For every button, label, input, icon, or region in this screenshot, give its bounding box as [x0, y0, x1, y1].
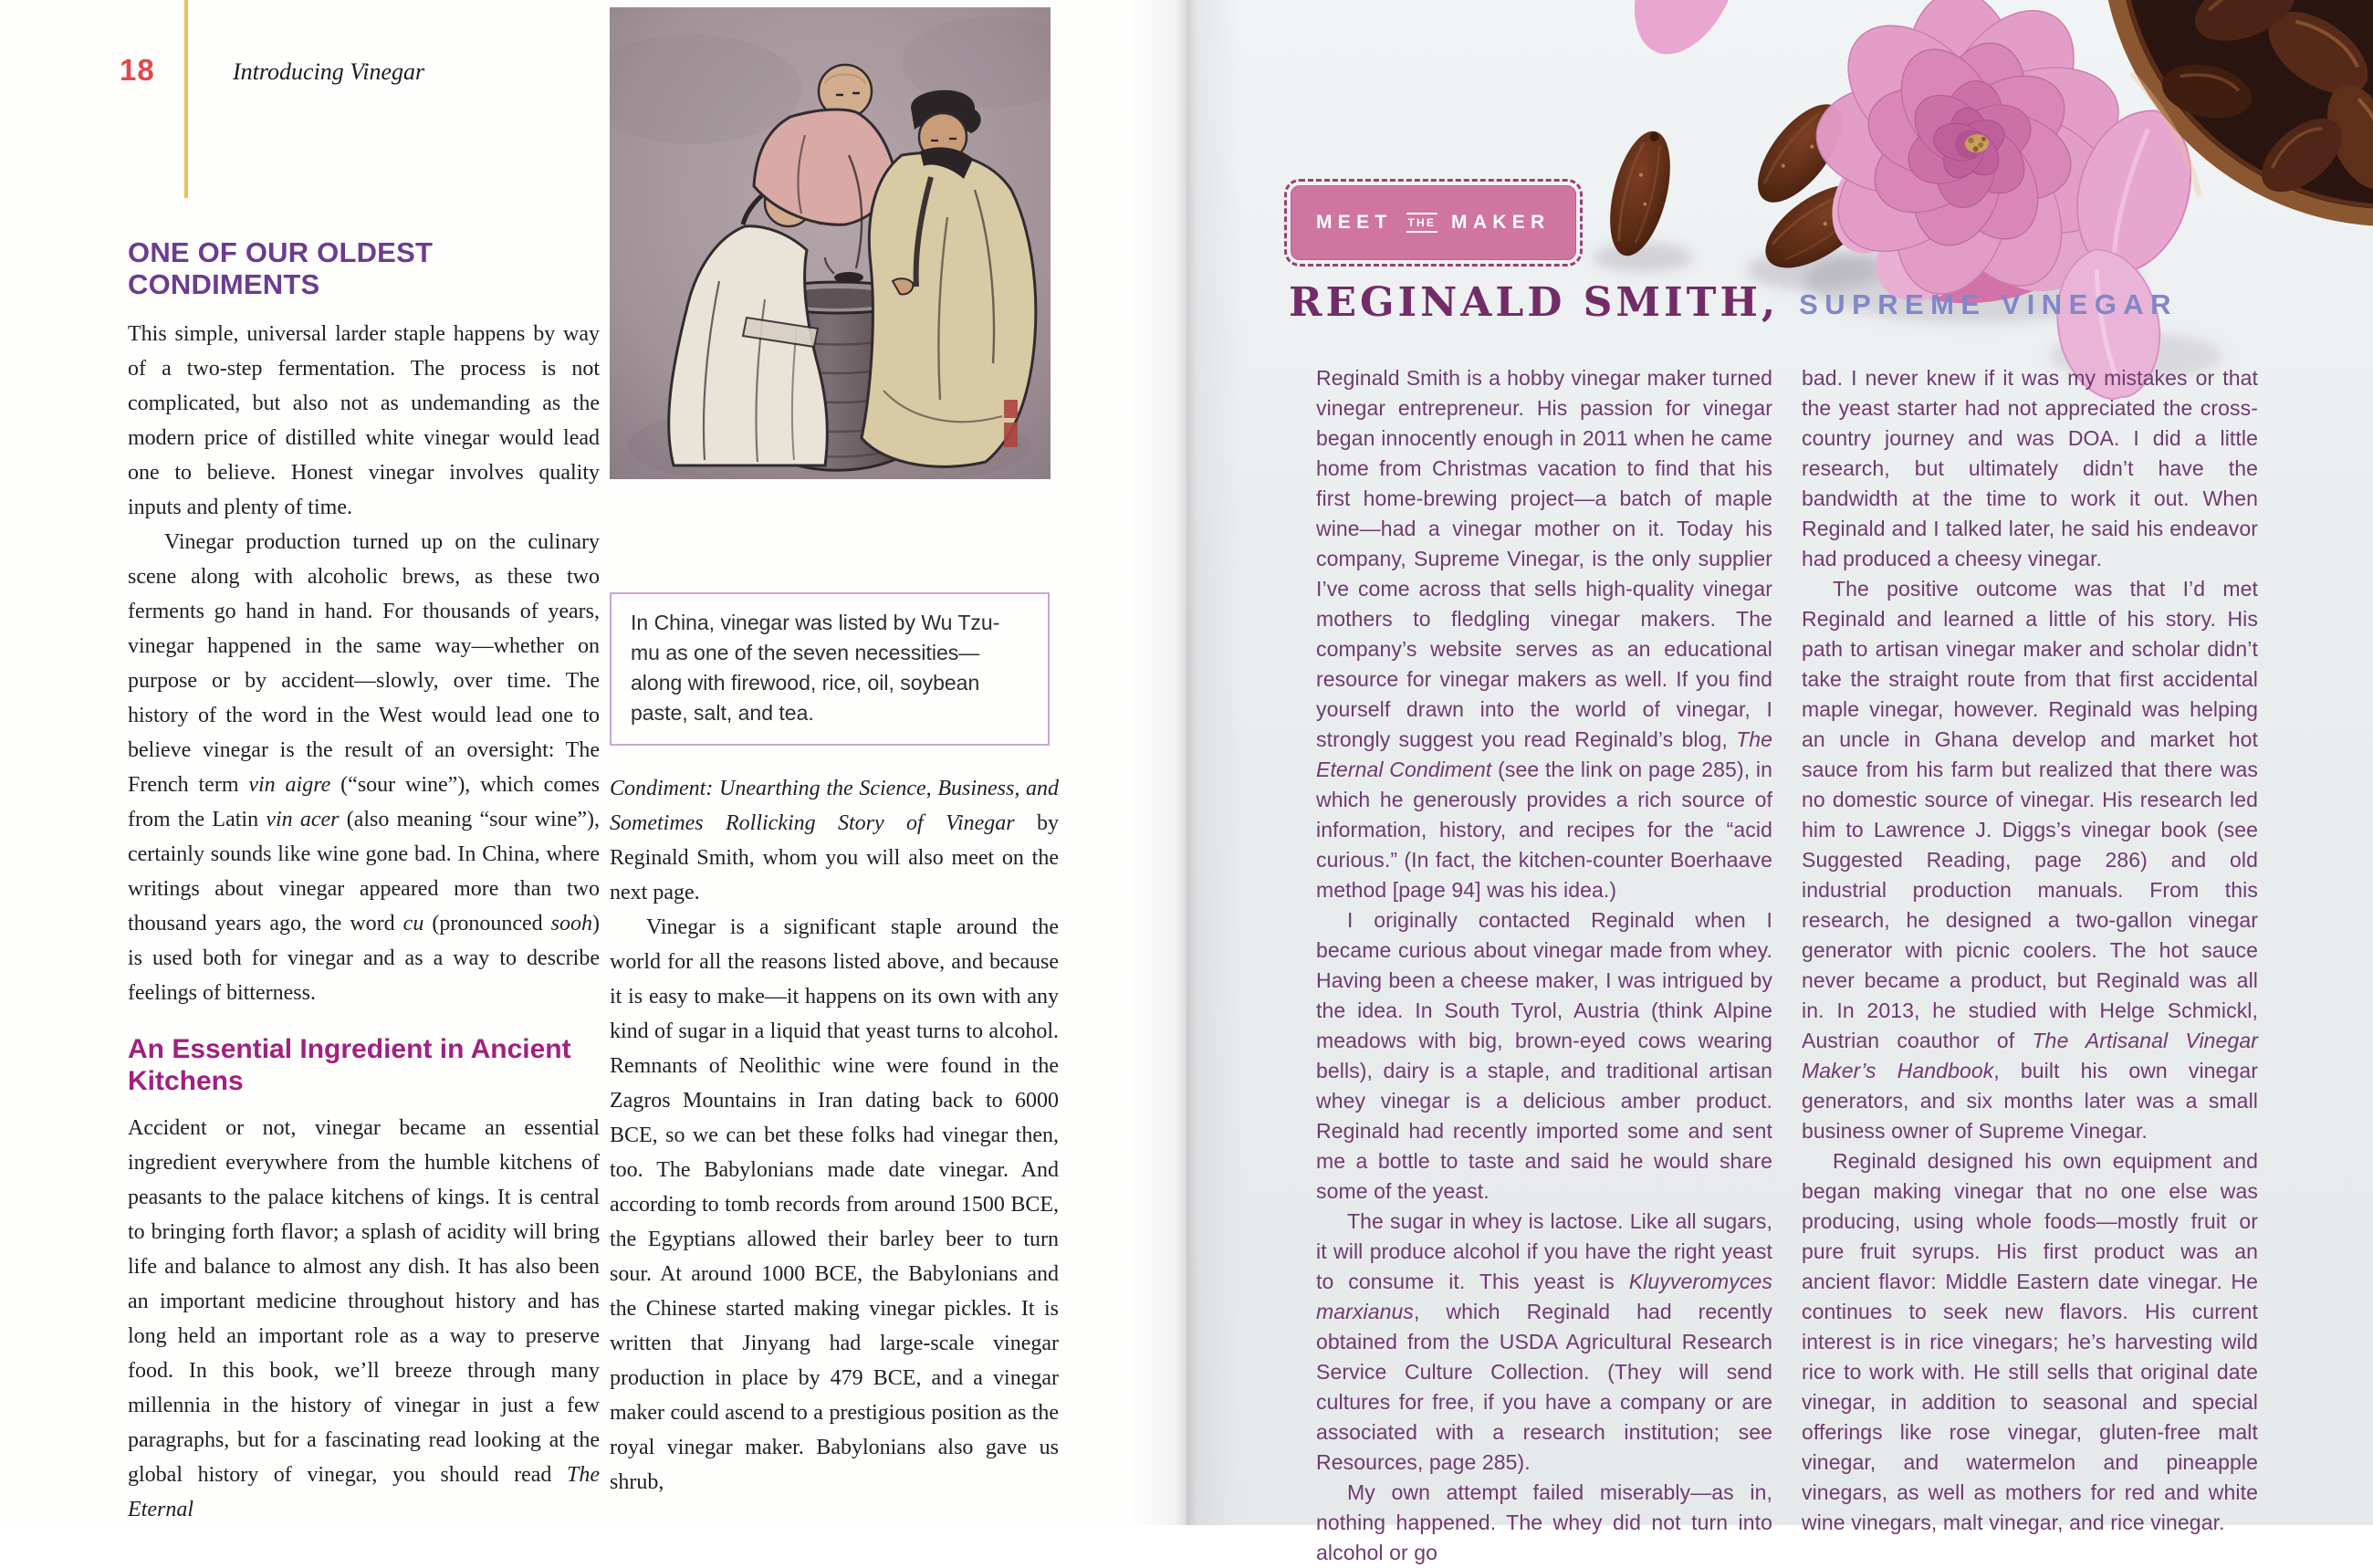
maker-company: SUPREME VINEGAR	[1799, 288, 2178, 320]
page-number: 18	[120, 53, 155, 87]
body-paragraph: The positive outcome was that I’d met Reginald and learned a little of his story. His path to artisan vinegar maker and scholar didn’t take the straight route from that first accidental maple vinegar, however. Reginald was helping an uncle in Ghana develop and market hot sauce from his farm but realized that there was no domestic source of vinegar. His research led him to Lawrence J. Diggs’s vinegar book (see Suggested Reading, page 286) and old industrial production manuals. From this research, he designed a two-gallon vinegar generator with picnic coolers. The hot sauce never became a product, but Reginald was all in. In 2013, he studied with Helge Schmickl, Austrian coauthor of The Artisanal Vinegar Maker’s Handbook, built his own vinegar generators, and six months later was a small business owner of Supreme Vinegar.	[1802, 577, 2258, 1143]
badge-word: MEET	[1316, 212, 1393, 233]
caption-box	[610, 592, 1050, 746]
section-heading: ONE OF OUR OLDEST CONDIMENTS	[128, 236, 434, 300]
badge-word: MAKER	[1451, 212, 1551, 233]
body-paragraph: Reginald designed his own equipment and began making vinegar that no one else was producing, using whole foods—mostly fruit or pure fruit syrups. His first product was an ancient flavor: Middle Eastern date vinegar. He continues to seek new flavors. His current interest is in rice vinegars; he’s harvesting wild rice to work with. He still sells that original date vinegar, in addition to seasonal and special offerings like rose vinegar, gluten-free malt vinegar, and watermelon and pineapple vinegars, as well as mothers for red and white wine vinegars, malt vinegar, and rice vinegar.	[1802, 1149, 2258, 1534]
body-paragraph: Vinegar production turned up on the culinary scene along with alcoholic brews, as these two ferments go hand in hand. For thousands of years, vinegar happened in the same way—whether on purpose or by accident—slowly, over time. The history of the word in the West would lead one to believe vinegar is the result of an oversight: The French term vin aigre (“sour wine”), which comes from the Latin vin acer (also meaning “sour wine”), certainly sounds like wine gone bad. In China, where writings about vinegar appeared more than two thousand years ago, the word cu (pronounced sooh) is used both for vinegar and as a way to describe feelings of bitterness.	[128, 530, 601, 1006]
left-column	[128, 237, 600, 1527]
right-page-column-1	[1316, 363, 1772, 1568]
running-head: Introducing Vinegar	[233, 58, 425, 85]
badge-word-the: THE	[1406, 213, 1437, 233]
body-paragraph: I originally contacted Reginald when I became curious about vinegar made from whey. Having been a cheese maker, I was intrigued by the idea. In South Tyrol, Austria (think Alpine meadows with big, brown-eyed cows wearing bells), dairy is a staple, and traditional artisan whey vinegar is a delicious amber product. Reginald had recently imported some and sent me a bottle to taste and said he would share some of the yeast.	[1316, 908, 1772, 1203]
maker-name: REGINALD SMITH,	[1289, 279, 1780, 326]
middle-column	[610, 7, 1059, 1500]
body-paragraph: bad. I never knew if it was my mistakes or that the yeast starter had not appreciated the cross-country journey and was DOA. I did a little research, but ultimately didn’t have the bandwidth at the time to work it out. When Reginald and I talked later, he said his endeavor had produced a cheesy vinegar.	[1802, 366, 2258, 570]
body-paragraph: Accident or not, vinegar became an essential ingredient everywhere from the humble kitchens of peasants to the palace kitchens of kings. It is central to bringing forth flavor; a splash of acidity will bring life and balance to almost any dish. It has also been an important medicine throughout history and has long held an important role as a way to preserve food. In this book, we’ll breeze through many millennia in the history of vinegar in just a few paragraphs, but for a fascinating read looking at the global history of vinegar, you should read The Eternal	[128, 1116, 600, 1522]
body-paragraph: The sugar in whey is lactose. Like all sugars, it will produce alcohol if you have the right yeast to consume it. This yeast is Kluyveromyces marxianus, which Reginald had recently obtained from the USDA Agricultural Research Service Culture Collection. (They will send cultures for free, if you have a company or are associated with a research institution; see Resources, page 285).	[1316, 1209, 1772, 1474]
meet-the-maker-badge	[1291, 185, 1576, 260]
left-page	[0, 0, 1186, 1525]
rose-petal	[1614, 0, 1760, 70]
body-paragraph: Vinegar is a significant staple around the world for all the reasons listed above, and because it is easy to make—it happens on its own with any kind of sugar in a liquid that yeast turns to alcohol. Remnants of Neolithic wine were found in the Zagros Mountains in Iran dating back to 6000 BCE, so we can bet these folks had vinegar then, too. The Babylonians made date vinegar. And according to tomb records from around 1500 BCE, the Egyptians allowed their barley beer to turn sour. At around 1000 BCE, the Babylonians and the Chinese started making vinegar pickles. It is written that Jinyang had large-scale vinegar production in place by 479 BCE, and a vinegar maker could ascend to a prestigious position as the royal vinegar maker. Babylonians also gave us shrub,	[610, 915, 1059, 1494]
body-paragraph: Reginald Smith is a hobby vinegar maker turned vinegar entrepreneur. His passion for vinegar began innocently enough in 2011 when he came home from Christmas vacation to find that his first home-brewing project—a batch of maple wine—had a vinegar mother on it. Today his company, Supreme Vinegar, is the only supplier I’ve come across that sells high-quality vinegar mothers to fledgling vinegar makers. The company’s website serves as an educational resource for vinegar makers as well. If you find yourself drawn into the world of vinegar, I strongly suggest you read Reginald’s blog, The Eternal Condiment (see the link on page 285), in which he generously provides a rich source of information, history, and recipes for the “acid curious.” (In fact, the kitchen-counter Boerhaave method [page 94] was his idea.)	[1316, 366, 1772, 902]
painting-caption: In China, vinegar was listed by Wu Tzu-mu as one of the seven necessities—along with firewood, rice, oil, soybean paste, salt, and tea.	[631, 611, 1000, 725]
header-rule	[184, 0, 188, 198]
body-paragraph: My own attempt failed miserably—as in, nothing happened. The whey did not turn into alcohol or go	[1316, 1480, 1772, 1564]
body-paragraph: Condiment: Unearthing the Science, Business, and Sometimes Rollicking Story of Vinegar by Reginald Smith, whom you will also meet on the next page.	[610, 777, 1059, 904]
date-fruit	[1599, 125, 1681, 262]
right-page-column-2	[1802, 363, 2258, 1538]
painting-illustration	[610, 7, 1051, 479]
sub-heading: An Essential Ingredient in Ancient Kitchens	[128, 1034, 571, 1097]
body-paragraph: This simple, universal larder staple happens by way of a two-step fermentation. The process is not complicated, but also not as undemanding as the modern price of distilled white vinegar would lead one to believe. Honest vinegar involves quality inputs and plenty of time.	[128, 322, 600, 520]
maker-heading	[1289, 279, 2178, 326]
vinegar-tasters-painting	[610, 7, 1051, 479]
